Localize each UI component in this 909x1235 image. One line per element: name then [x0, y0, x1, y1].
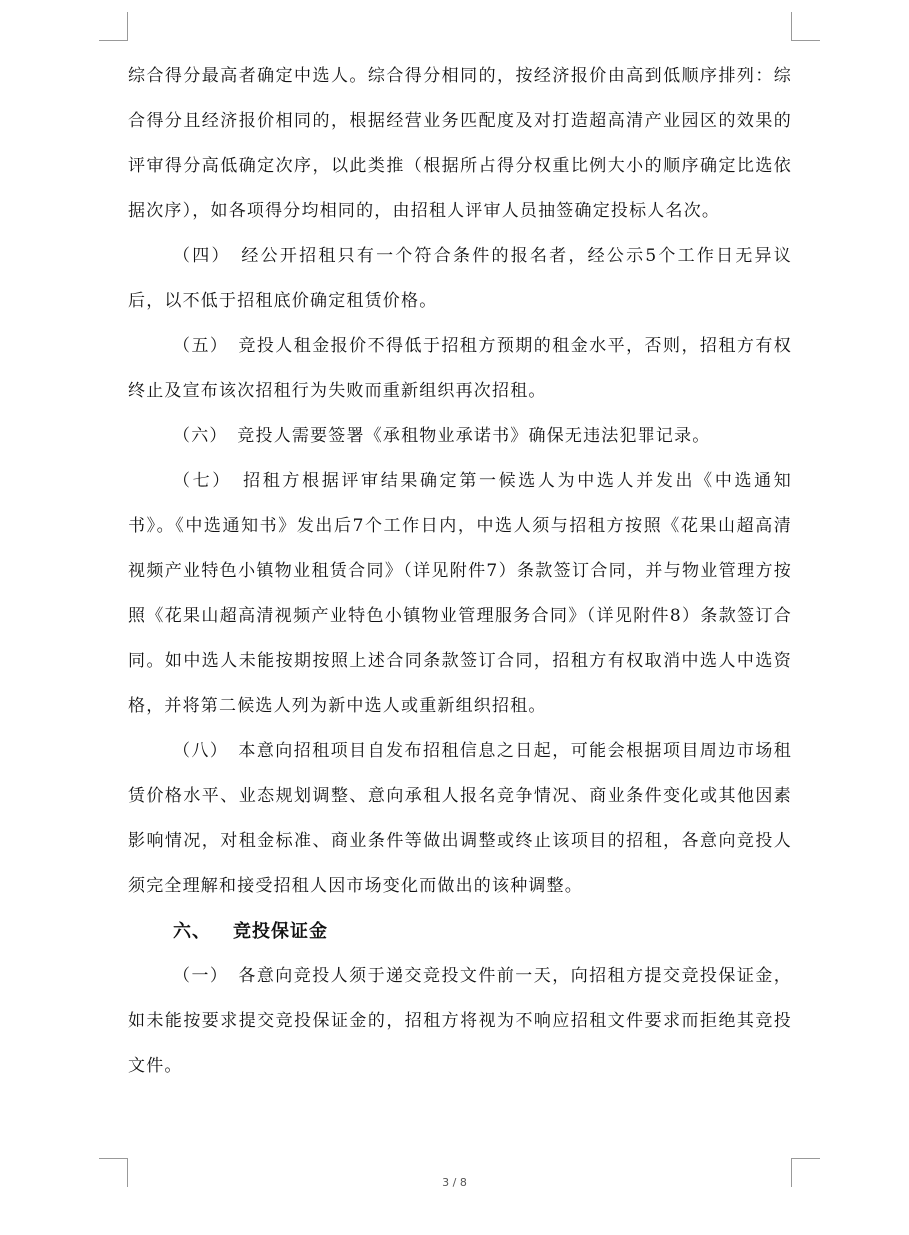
paragraph-item-4: （四） 经公开招租只有一个符合条件的报名者，经公示5个工作日无异议后，以不低于招租底价确定租赁价格。	[128, 246, 792, 311]
paragraph-continuation: 综合得分最高者确定中选人。综合得分相同的，按经济报价由高到低顺序排列：综合得分且经济报价相同的，根据经营业务匹配度及对打造超高清产业园区的效果的评审得分高低确定次序，以此类推（根据所占得分权重比例大小的顺序确定比选依据次序），如各项得分均相同的，由招租人评审人员抽签确定投标人名次。	[128, 66, 792, 221]
paragraph-item-7: （七） 招租方根据评审结果确定第一候选人为中选人并发出《中选通知书》。《中选通知书》发出后7个工作日内，中选人须与招租方按照《花果山超高清视频产业特色小镇物业租赁合同》（详见附件7）条款签订合同，并与物业管理方按照《花果山超高清视频产业特色小镇物业管理服务合同》（详见附件8）条款签订合同。如中选人未能按期按照上述合同条款签订合同，招租方有权取消中选人中选资格，并将第二候选人列为新中选人或重新组织招租。	[128, 471, 792, 716]
section-number: 六、	[173, 921, 211, 942]
paragraph-item-8: （八） 本意向招租项目自发布招租信息之日起，可能会根据项目周边市场租赁价格水平、业态规划调整、意向承租人报名竞争情况、商业条件变化或其他因素影响情况，对租金标准、商业条件等做出调整或终止该项目的招租，各意向竞投人须完全理解和接受招租人因市场变化而做出的该种调整。	[128, 741, 792, 896]
paragraph-item-5: （五） 竞投人租金报价不得低于招租方预期的租金水平，否则，招租方有权终止及宣布该次招租行为失败而重新组织再次招租。	[128, 336, 792, 401]
paragraph-item-6: （六） 竞投人需要签署《承租物业承诺书》确保无违法犯罪记录。	[173, 426, 711, 446]
section-paragraph-item-1: （一） 各意向竞投人须于递交竞投文件前一天，向招租方提交竞投保证金，如未能按要求提交竞投保证金的，招租方将视为不响应招租文件要求而拒绝其竞投文件。	[128, 966, 792, 1076]
page-number: 3 / 8	[442, 1176, 467, 1189]
page-content	[128, 54, 792, 1089]
crop-mark-top-right	[791, 12, 820, 41]
section-heading	[128, 909, 792, 954]
section-title: 竞投保证金	[233, 921, 328, 942]
crop-mark-top-left	[99, 12, 128, 41]
